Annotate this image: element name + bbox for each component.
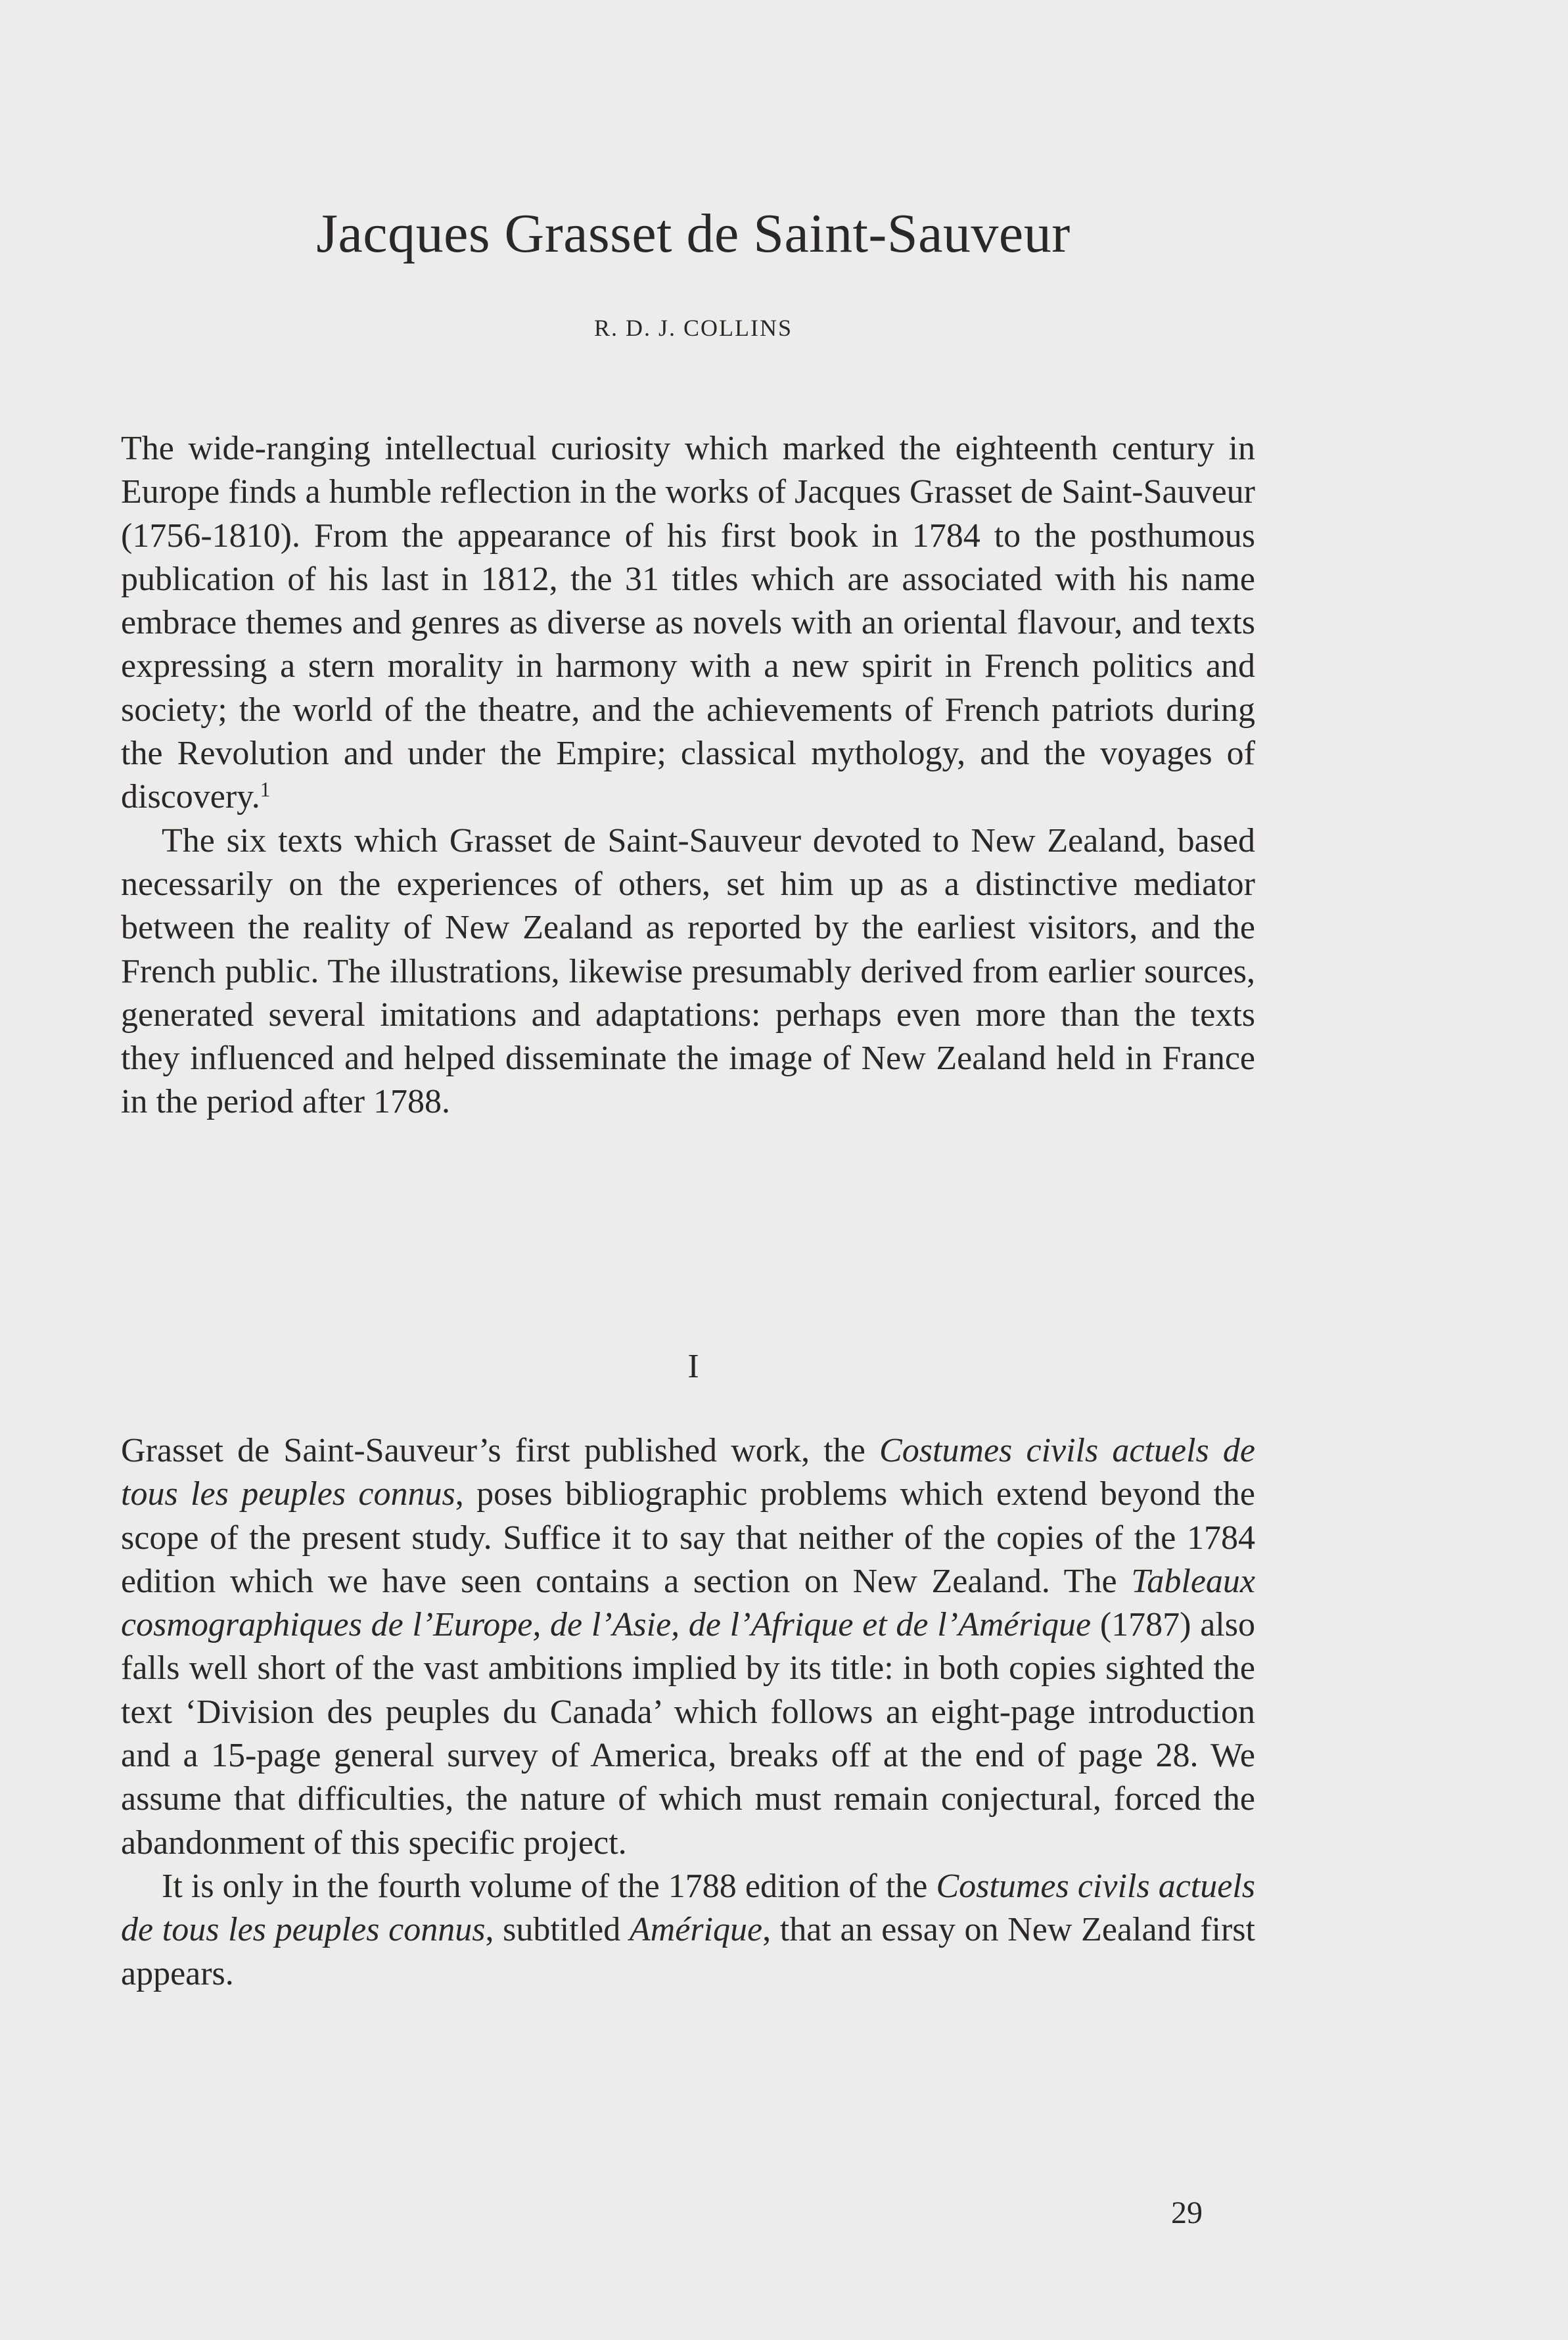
section-one-paragraph-1: [121, 1429, 1255, 1865]
italic-title: Tableaux cosmographiques de l’Europe, de l’Asie, de l’Afrique et de l’Amérique: [121, 1562, 1255, 1644]
italic-title: Costumes civils actuels de tous les peuples connus: [121, 1867, 1255, 1949]
article-title: Jacques Grasset de Saint-Sauveur: [316, 203, 1071, 264]
intro-section: [121, 427, 1255, 1124]
article-author: R. D. J. COLLINS: [593, 315, 793, 341]
footnote-marker: 1: [260, 778, 271, 802]
intro-paragraph-2: The six texts which Grasset de Saint-Sauveur devoted to New Zealand, based necessarily on the experiences of others, set him up as a distinctive mediator between the reality of New Zealand as reported by the earliest visitors, and the French public. The illustrations, likewise presumably derived from earlier sources, generated several imitations and adaptations: perhaps even more than the texts they influenced and helped disseminate the image of New Zealand held in France in the period after 1788.: [121, 821, 1255, 1121]
text-run: It is only in the fourth volume of the 1788 edition of the: [162, 1867, 936, 1905]
section-one-body: [121, 1429, 1255, 1996]
text-run: Grasset de Saint-Sauveur’s first published work, the: [121, 1432, 880, 1469]
page-number: 29: [1171, 2195, 1203, 2230]
text-run: , subtitled: [485, 1911, 630, 1949]
intro-paragraph-1: [121, 427, 1255, 819]
italic-title: Costumes civils actuels de tous les peuples connus: [121, 1432, 1255, 1513]
text-run: , poses bibliographic problems which extend beyond the scope of the present study. Suffice it to say that neither of the copies of the 1784 edition which we have seen contains a section on New Zealand. The: [121, 1475, 1255, 1600]
text-run: , that an essay on New Zealand first appears.: [121, 1911, 1255, 1992]
text-run: (1787) also falls well short of the vast ambitions implied by its title: in both copies sighted the text ‘Division des peuples du Canada’ which follows an eight-page introduction and a 15-page general survey of America, breaks off at the end of page 28. We assume that difficulties, the nature of which must remain conjectural, forced the abandonment of this specific project.: [121, 1606, 1255, 1862]
section-heading: I: [687, 1348, 699, 1385]
italic-title: Amérique: [629, 1911, 763, 1949]
section-one-paragraph-2: [121, 1865, 1255, 1996]
intro-paragraph-1-text: The wide-ranging intellectual curiosity which marked the eighteenth century in Europe finds a humble reflection in the works of Jacques Grasset de Saint-Sauveur (1756-1810). From the appearance of his first book in 1784 to the posthumous publication of his last in 1812, the 31 titles which are associated with his name embrace themes and genres as diverse as novels with an oriental flavour, and texts expressing a stern morality in harmony with a new spirit in French politics and society; the world of the theatre, and the achievements of French patriots during the Revolution and under the Empire; classical mythology, and the voyages of discovery.: [121, 430, 1255, 816]
